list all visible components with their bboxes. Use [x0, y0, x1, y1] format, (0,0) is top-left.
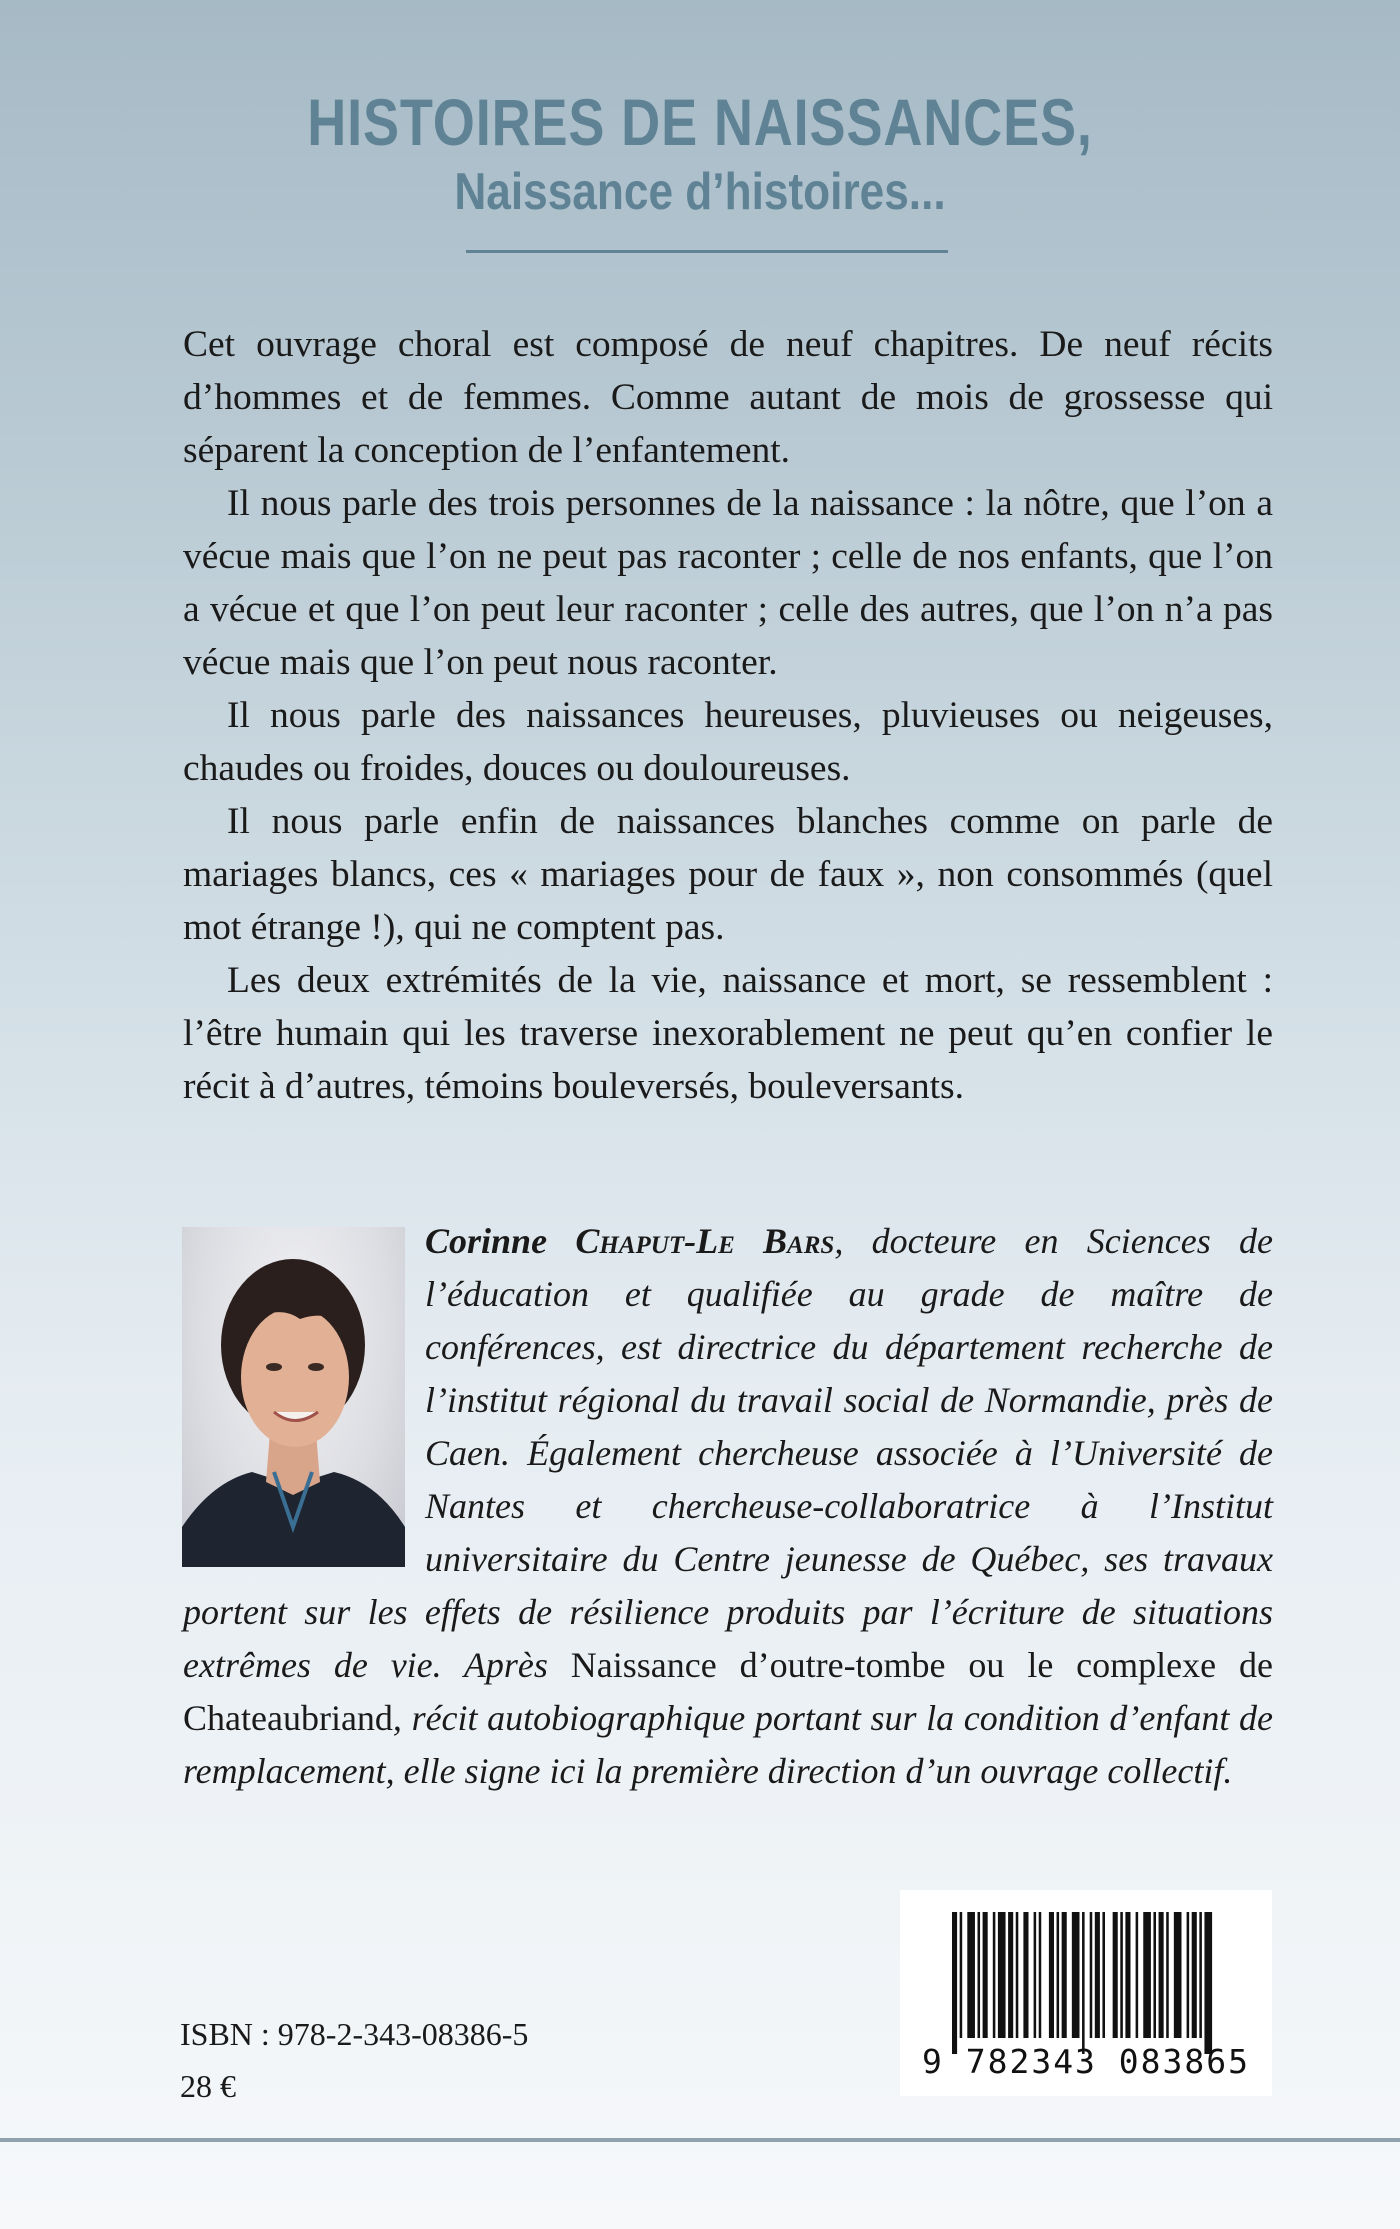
barcode-bar	[1072, 1912, 1080, 2038]
barcode-bar	[1136, 1912, 1139, 2038]
barcode-bar	[1174, 1912, 1182, 2038]
barcode-bar	[1125, 1912, 1130, 2038]
barcode-bar	[1113, 1912, 1118, 2038]
barcode-bar	[993, 1912, 996, 2038]
blurb-paragraph: Cet ouvrage choral est composé de neuf chapitres. De neuf récits d’hommes et de femmes. Comme autant de mois de grossesse qui séparent la conception de l’enfantement.	[183, 324, 1273, 471]
barcode-bar	[1192, 1912, 1197, 2038]
barcode-bar	[1204, 1912, 1212, 2054]
barcode-bar	[998, 1912, 1006, 2038]
barcode-bar	[1143, 1912, 1151, 2038]
author-first-name: Corinne	[425, 1221, 548, 1261]
book-subtitle: Naissance d’histoires...	[454, 163, 946, 221]
title-divider	[466, 250, 948, 253]
barcode-bar	[1008, 1912, 1013, 2038]
barcode-bar	[1199, 1912, 1202, 2038]
barcode-bar	[1159, 1912, 1164, 2038]
barcode-bar	[983, 1912, 988, 2038]
barcode-bar	[1049, 1912, 1054, 2038]
blurb-paragraph: Il nous parle des naissances heureuses, pluvieuses ou neigeuses, chaudes ou froides, douces ou douloureuses.	[183, 695, 1273, 789]
barcode-bar	[1023, 1912, 1028, 2038]
barcode-bar	[978, 1912, 981, 2038]
barcode-bar	[1039, 1912, 1042, 2038]
barcode-bar	[1090, 1912, 1093, 2038]
barcode-bar	[960, 1912, 963, 2038]
barcode-bar	[1187, 1912, 1190, 2038]
bio-text-part2: , récit autobiographique portant sur la condition d’enfant de remplacement, elle signe ici la première direction d’un ouvrage collectif.	[183, 1698, 1273, 1791]
barcode-bar	[967, 1912, 975, 2038]
price: 28 €	[180, 2068, 236, 2104]
blurb-paragraph: Les deux extrémités de la vie, naissance et mort, se ressemblent : l’être humain qui les traverse inexorablement ne peut qu’en confier le récit à d’autres, témoins bouleversés, bouleversants.	[183, 960, 1273, 1107]
barcode-bar	[1057, 1912, 1060, 2038]
bottom-divider	[0, 2138, 1400, 2142]
photo-spacer	[183, 1215, 425, 1585]
barcode-bar	[1102, 1912, 1105, 2038]
barcode-digits: 9 782343 083865	[921, 2042, 1250, 2081]
title-block	[0, 82, 1400, 224]
isbn: ISBN : 978-2-343-08386-5	[180, 2016, 529, 2052]
barcode-bar	[1016, 1912, 1019, 2038]
blurb	[183, 318, 1273, 1113]
barcode-bar	[1120, 1912, 1123, 2038]
barcode	[900, 1890, 1272, 2096]
barcode-bar	[1095, 1912, 1100, 2038]
author-bio	[183, 1215, 1273, 1798]
author-last-name: Chaput-Le Bars	[575, 1221, 835, 1261]
barcode-bar	[1166, 1912, 1169, 2038]
barcode-bar	[1034, 1912, 1037, 2038]
barcode-bar	[1062, 1912, 1067, 2038]
previous-book-title: Naissance d’outre-tombe ou le complexe de Chateaubriand	[183, 1645, 1273, 1738]
barcode-bar	[952, 1912, 957, 2054]
book-title: HISTOIRES DE NAISSANCES,	[307, 85, 1093, 159]
barcode-bar	[1153, 1912, 1156, 2038]
bio-text-part1: , docteure en Sciences de l’éducation et qualifiée au grade de maître de conférences, est directrice du département recherche de l’institut régional du travail social de Normandie, près de Caen. Également chercheuse associée à l’Université de Nantes et chercheuse-collaboratrice à l’Institut universitaire du Centre jeunesse de Québec, ses travaux portent sur les effets de résilience produits par l’écriture de situations extrêmes de vie. Après	[183, 1221, 1274, 1685]
barcode-bar	[1082, 1912, 1085, 2054]
blurb-paragraph: Il nous parle enfin de naissances blanches comme on parle de mariages blancs, ces « mariages pour de faux », non consommés (quel mot étrange !), qui ne comptent pas.	[183, 801, 1273, 948]
blurb-paragraph: Il nous parle des trois personnes de la naissance : la nôtre, que l’on a vécue mais que l’on ne peut pas raconter ; celle de nos enfants, que l’on a vécue et que l’on peut leur raconter ; celle des autres, que l’on n’a pas vécue mais que l’on peut nous raconter.	[183, 483, 1273, 683]
